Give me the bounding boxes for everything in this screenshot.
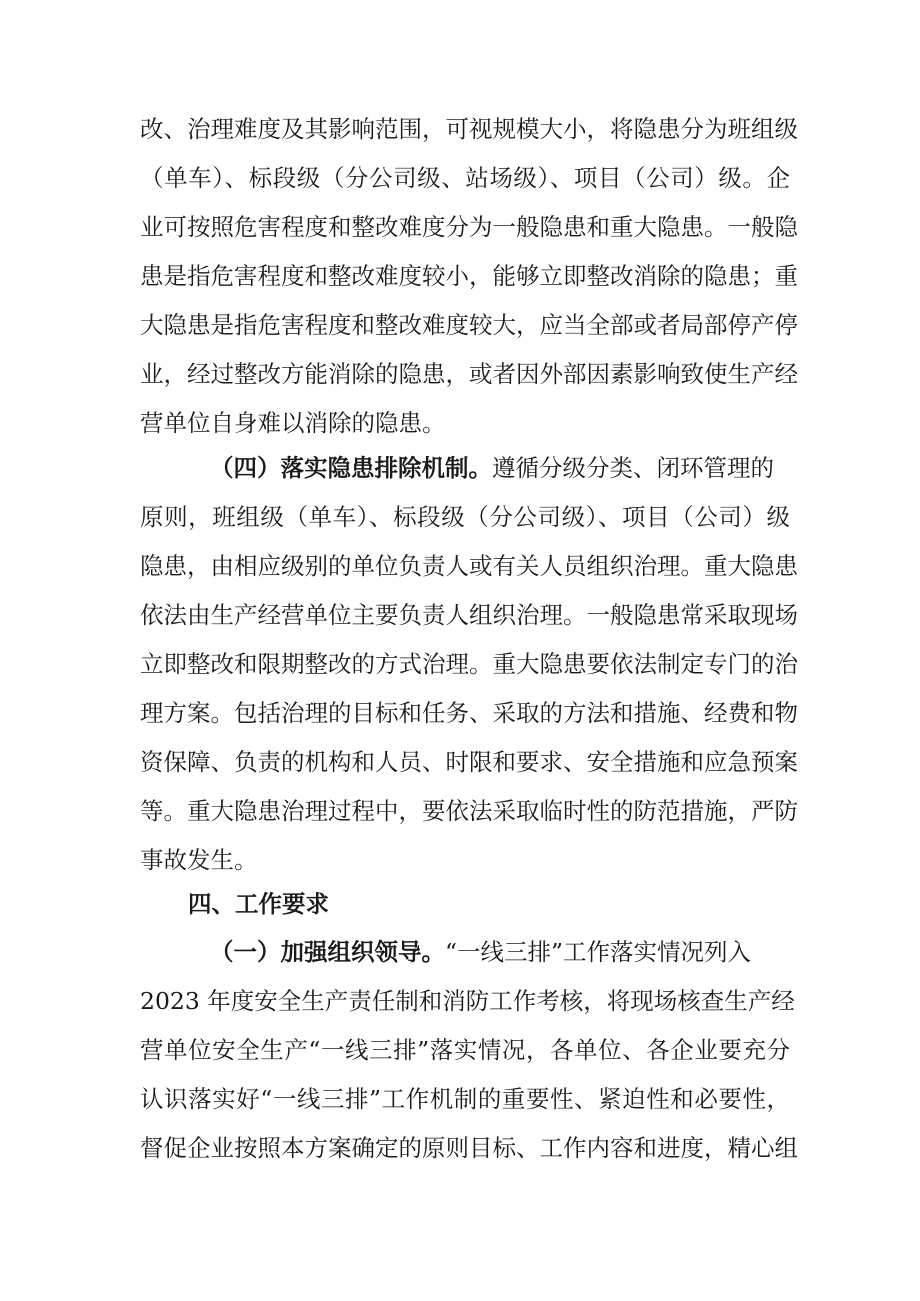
text-line: 营单位安全生产“一线三排”落实情况，各单位、各企业要充分 — [140, 1036, 790, 1064]
paragraph-organizational-leadership — [140, 928, 798, 1173]
text-line: 业可按照危害程度和整改难度分为一般隐患和重大隐患。一般隐 — [140, 213, 798, 241]
text-line: 立即整改和限期整改的方式治理。重大隐患要依法制定专门的治 — [140, 650, 798, 678]
text-line: 原则，班组级（单车）、标段级（分公司级）、项目（公司）级 — [140, 503, 790, 531]
text-line: 隐患，由相应级别的单位负责人或有关人员组织治理。重大隐患 — [140, 552, 798, 580]
section-heading: 四、工作要求 — [188, 890, 329, 918]
text-line: （单车）、标段级（分公司级、站场级）、项目（公司）级。企 — [140, 164, 790, 192]
text-line: 督促企业按照本方案确定的原则目标、工作内容和进度，精心组 — [140, 1134, 798, 1162]
paragraph-hazard-removal-mechanism — [140, 444, 798, 885]
text-line: 认识落实好“一线三排”工作机制的重要性、紧迫性和必要性， — [140, 1085, 790, 1113]
subheading-organizational-leadership: （一）加强组织领导。 — [210, 938, 445, 966]
text-line: 患是指危害程度和整改难度较小，能够立即整改消除的隐患；重 — [140, 262, 798, 290]
text-line: 营单位自身难以消除的隐患。 — [140, 409, 446, 437]
text-fragment: “一线三排”工作落实情况列入 — [445, 938, 752, 966]
text-line-first — [140, 928, 790, 977]
text-fragment: 遵循分级分类、闭环管理的 — [492, 454, 774, 482]
text-line: 理方案。包括治理的目标和任务、采取的方法和措施、经费和物 — [140, 699, 798, 727]
paragraph-hazard-levels — [140, 105, 798, 448]
text-line: 改、治理难度及其影响范围，可视规模大小，将隐患分为班组级 — [140, 115, 798, 143]
text-line-first — [140, 444, 790, 493]
section-heading-block — [140, 880, 790, 929]
text-line: 依法由生产经营单位主要负责人组织治理。一般隐患常采取现场 — [140, 601, 798, 629]
text-line: 2023 年度安全生产责任制和消防工作考核，将现场核查生产经 — [140, 987, 795, 1015]
text-line: 等。重大隐患治理过程中，要依法采取临时性的防范措施，严防 — [140, 797, 798, 825]
text-line: 事故发生。 — [140, 846, 258, 874]
text-line: 大隐患是指危害程度和整改难度较大，应当全部或者局部停产停 — [140, 311, 798, 339]
subheading-hazard-removal: （四）落实隐患排除机制。 — [210, 454, 492, 482]
text-line: 资保障、负责的机构和人员、时限和要求、安全措施和应急预案 — [140, 748, 798, 776]
text-line: 业，经过整改方能消除的隐患，或者因外部因素影响致使生产经 — [140, 360, 798, 388]
